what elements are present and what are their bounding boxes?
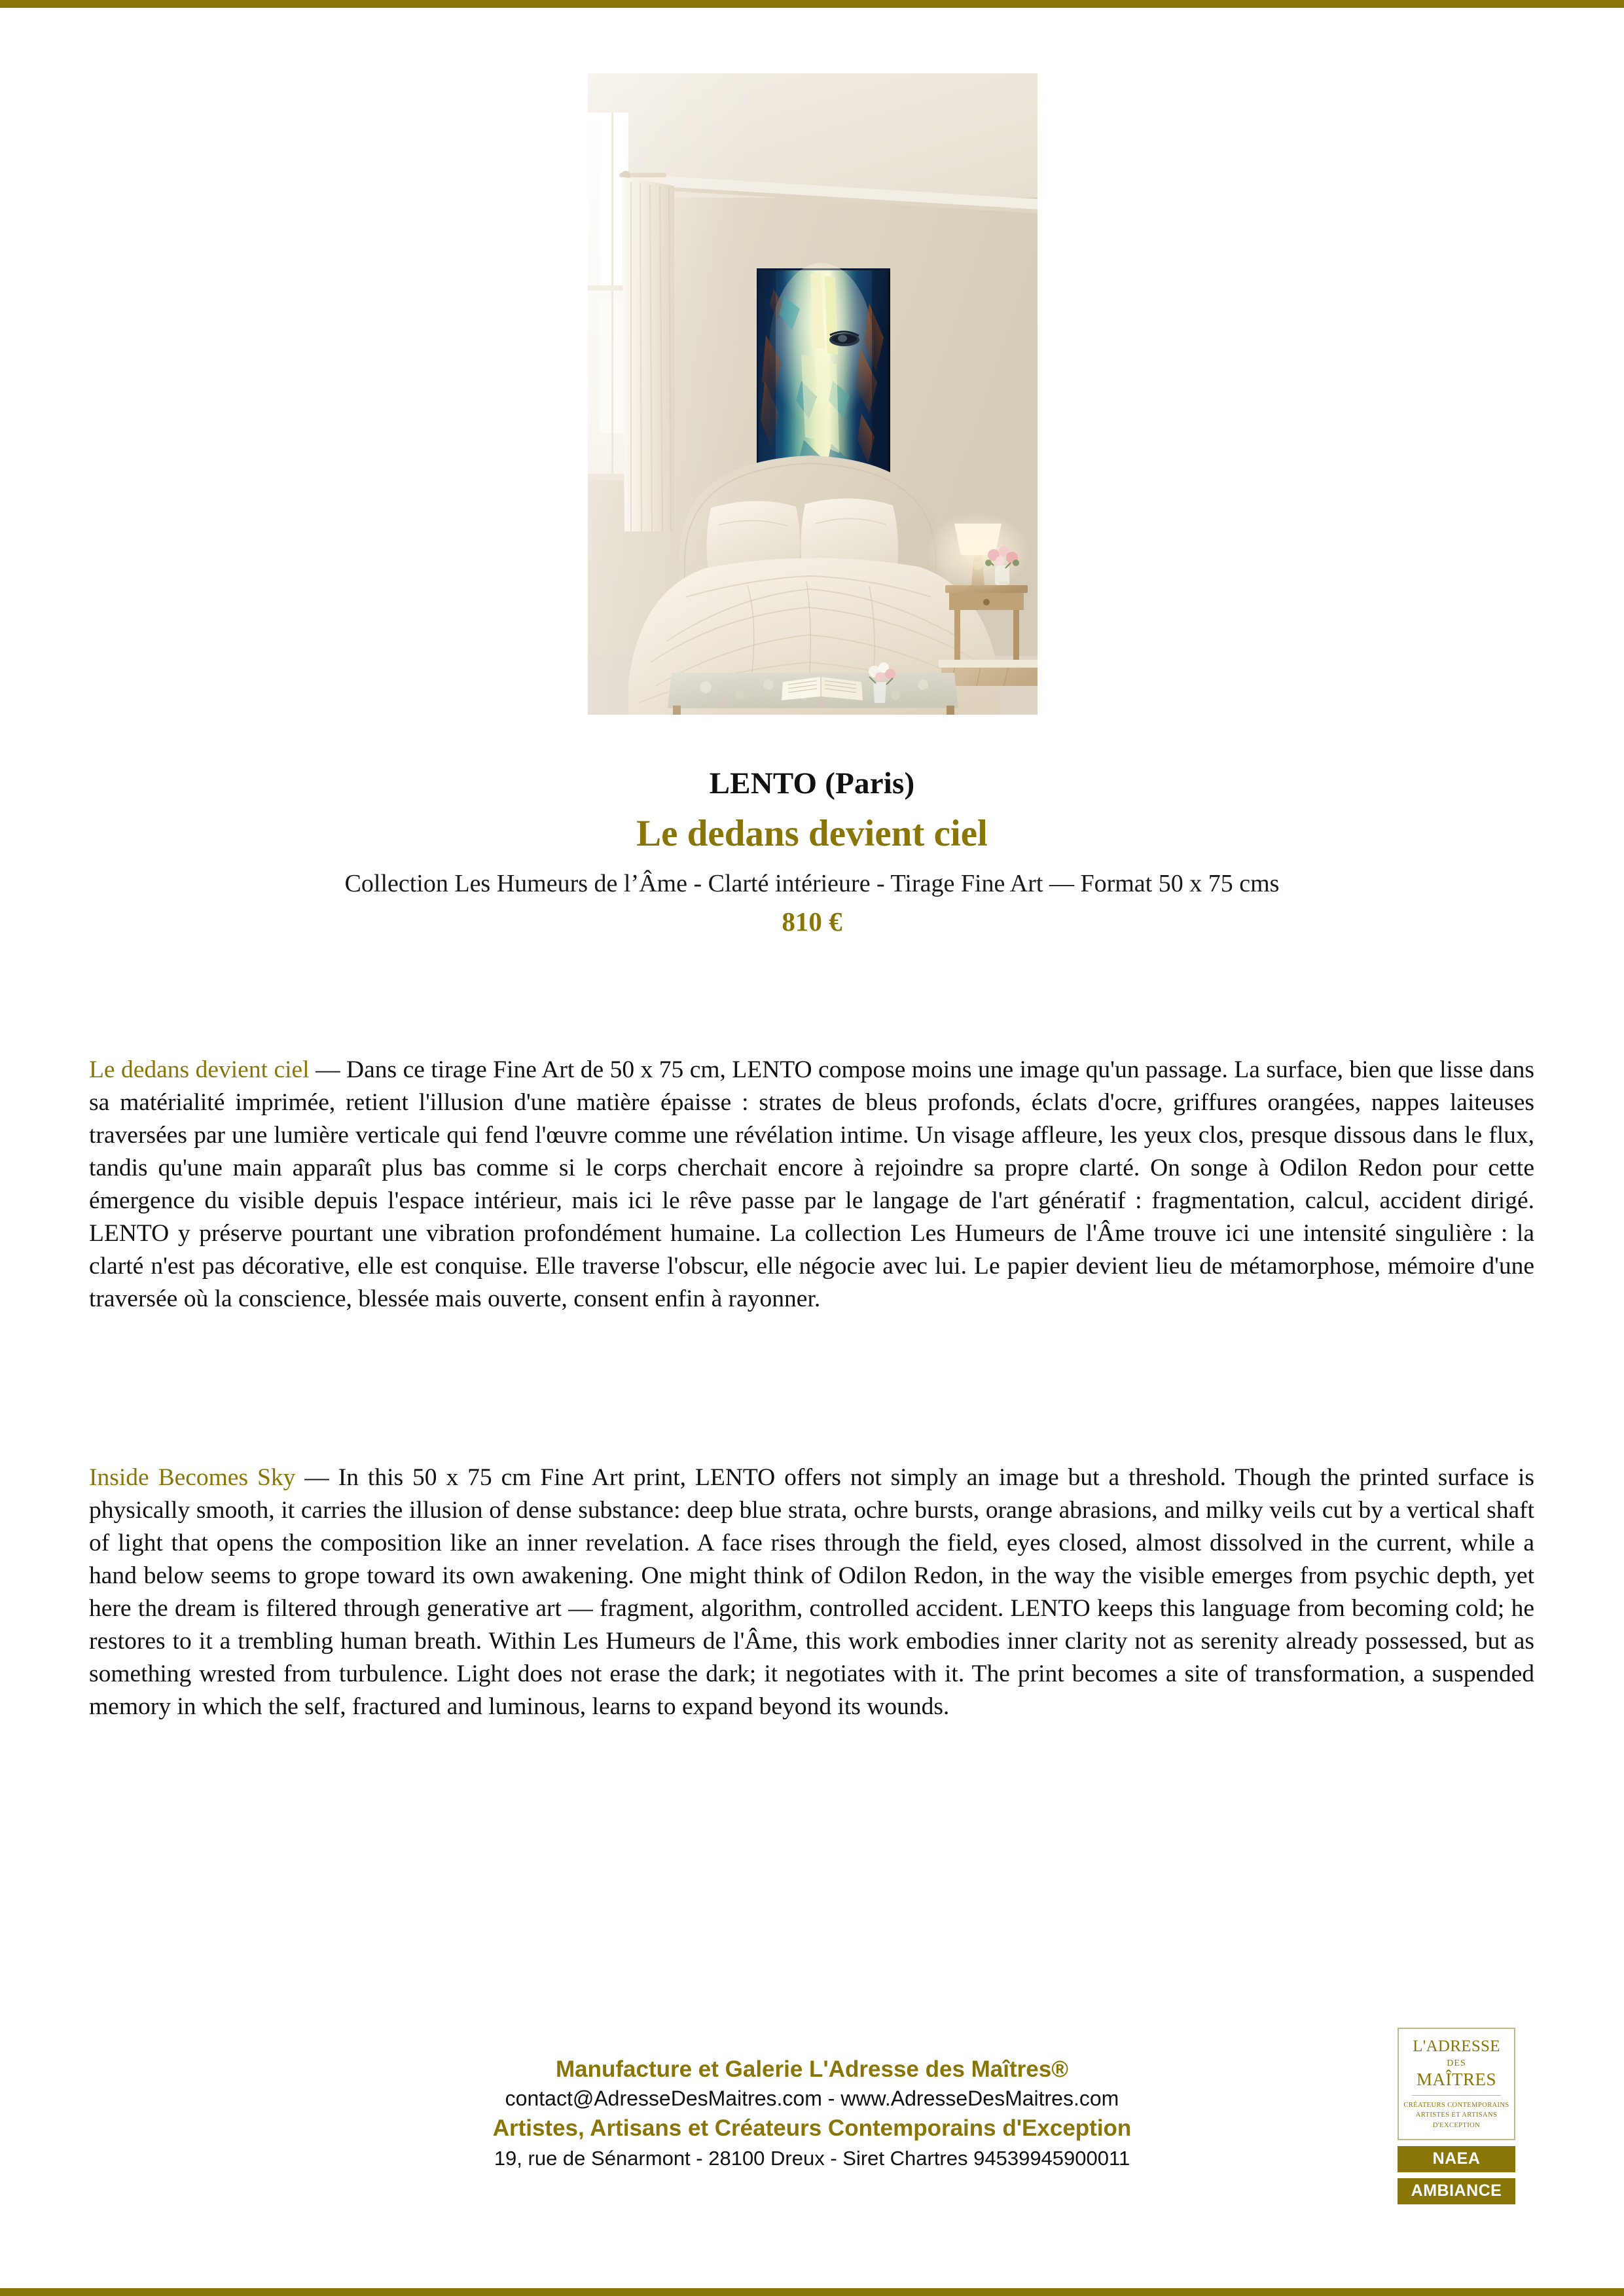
artist-name: LENTO (Paris) bbox=[709, 766, 915, 800]
page-top-gold-rule bbox=[0, 0, 1624, 8]
footer-company-name: Manufacture et Galerie L'Adresse des Maîtres® bbox=[555, 2056, 1068, 2082]
artwork-collection-meta: Collection Les Humeurs de l’Âme - Clarté intérieure - Tirage Fine Art — Format 50 x 75 cms bbox=[344, 869, 1280, 897]
footer-address: 19, rue de Sénarmont - 28100 Dreux - Siret Chartres 94539945900011 bbox=[494, 2146, 1130, 2170]
brand-logo-card bbox=[1398, 2028, 1515, 2140]
brand-logo-line2: DES bbox=[1447, 2058, 1466, 2069]
description-lead-in-en: Inside Becomes Sky bbox=[89, 1464, 296, 1491]
badge-naea: NAEA bbox=[1398, 2146, 1515, 2172]
description-dash-en: — bbox=[295, 1464, 338, 1491]
artwork-price: 810 € bbox=[782, 906, 842, 937]
artwork-title: Le dedans devient ciel bbox=[636, 813, 988, 855]
brand-logo-subline2: ARTISTES ET ARTISANS bbox=[1415, 2111, 1498, 2119]
brand-logo-divider bbox=[1412, 2095, 1501, 2096]
description-dash-fr: — bbox=[309, 1056, 347, 1083]
description-body-en: In this 50 x 75 cm Fine Art print, LENTO offers not simply an image but a threshold. Though the printed surface is physically smooth, it carries the illusion of dense substance: deep blue strata, ochre bursts, orange abrasions, and milky veils cut by a vertical shaft of light that opens the composition like an inner revelation. A face rises through the field, eyes closed, almost dissolved in the current, while a hand below seems to grope toward its own awakening. One might think of Odilon Redon, in the way the visible emerges from psychic depth, yet here the dream is filtered through generative art — fragment, algorithm, controlled accident. LENTO keeps this language from becoming cold; he restores to it a trembling human breath. Within Les Humeurs de l'Âme, this work embodies inner clarity not as serenity already possessed, but as something wrested from turbulence. Light does not erase the dark; it negotiates with it. The print becomes a site of transformation, a suspended memory in which the self, fractured and luminous, learns to expand beyond its wounds. bbox=[89, 1464, 1534, 1720]
room-photograph bbox=[588, 73, 1038, 715]
artwork-title-block bbox=[0, 766, 1624, 939]
description-paragraph-fr bbox=[89, 1054, 1534, 1316]
footer-contact[interactable]: contact@AdresseDesMaitres.com - www.AdresseDesMaitres.com bbox=[505, 2087, 1119, 2111]
footer bbox=[0, 2055, 1624, 2171]
description-body-fr: Dans ce tirage Fine Art de 50 x 75 cm, LENTO compose moins une image qu'un passage. La surface, bien que lisse dans sa matérialité imprimée, retient l'illusion d'une matière épaisse : strates de bleus profonds, éclats d'ocre, griffures orangées, nappes laiteuses traversées par une lumière verticale qui fend l'œuvre comme une révélation intime. Un visage affleure, les yeux clos, presque dissous dans le flux, tandis qu'une main apparaît plus bas comme si le corps cherchait encore à rejoindre sa propre clarté. On songe à Odilon Redon pour cette émergence du visible depuis l'espace intérieur, mais ici le rêve passe par le langage de l'art génératif : fragmentation, calcul, accident dirigé. LENTO y préserve pourtant une vibration profondément humaine. La collection Les Humeurs de l'Âme trouve ici une intensité singulière : la clarté n'est pas décorative, elle est conquise. Elle traverse l'obscur, elle négocie avec lui. Le papier devient lieu de métamorphose, mémoire d'une traversée où la conscience, blessée mais ouverte, consent enfin à rayonner. bbox=[89, 1056, 1535, 1312]
brand-badge-column bbox=[1398, 2028, 1515, 2204]
footer-tagline: Artistes, Artisans et Créateurs Contemporains d'Exception bbox=[492, 2115, 1132, 2142]
badge-ambiance: AMBIANCE bbox=[1398, 2178, 1515, 2204]
brand-logo-line1: L'ADRESSE bbox=[1413, 2037, 1500, 2055]
page-bottom-gold-rule bbox=[0, 2288, 1624, 2296]
description-paragraph-en bbox=[89, 1462, 1534, 1723]
brand-logo-subline1: CRÉATEURS CONTEMPORAINS bbox=[1403, 2101, 1509, 2109]
description-lead-in-fr: Le dedans devient ciel bbox=[89, 1056, 310, 1083]
brand-logo-subline3: D'EXCEPTION bbox=[1432, 2122, 1481, 2130]
brand-logo-line3: MAÎTRES bbox=[1416, 2070, 1496, 2090]
